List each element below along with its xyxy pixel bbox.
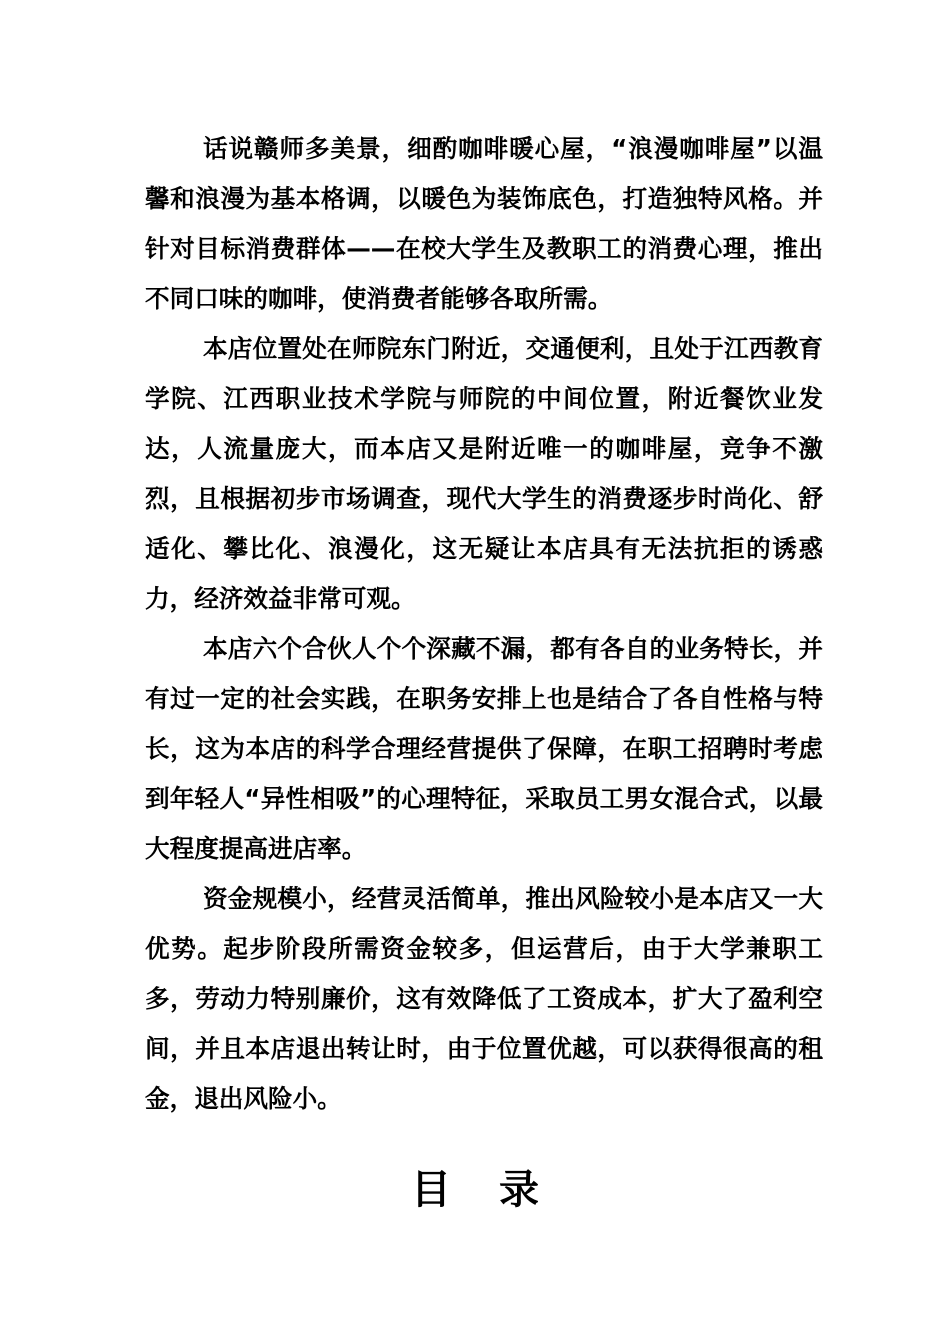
paragraph-funding: 资金规模小，经营灵活简单，推出风险较小是本店又一大优势。起步阶段所需资金较多，但运营后，由于大学兼职工多，劳动力特别廉价，这有效降低了工资成本，扩大了盈利空间，并且本店退出转让时，由于位置优越，可以获得很高的租金，退出风险小。 bbox=[145, 884, 823, 1113]
toc-title-char-1: 目 bbox=[411, 1167, 451, 1213]
document-body bbox=[145, 124, 823, 1124]
paragraph-location: 本店位置处在师院东门附近，交通便利，且处于江西教育学院、江西职业技术学院与师院的中间位置，附近餐饮业发达，人流量庞大，而本店又是附近唯一的咖啡屋，竞争不激烈，且根据初步市场调查，现代大学生的消费逐步时尚化、舒适化、攀比化、浪漫化，这无疑让本店具有无法抗拒的诱惑力，经济效益非常可观。 bbox=[145, 334, 823, 613]
paragraph-intro: 话说赣师多美景，细酌咖啡暖心屋，“浪漫咖啡屋”以温馨和浪漫为基本格调，以暖色为装饰底色，打造独特风格。并针对目标消费群体——在校大学生及教职工的消费心理，推出不同口味的咖啡，使消费者能够各取所需。 bbox=[145, 134, 823, 313]
paragraph-partners: 本店六个合伙人个个深藏不漏，都有各自的业务特长，并有过一定的社会实践，在职务安排上也是结合了各自性格与特长，这为本店的科学合理经营提供了保障，在职工招聘时考虑到年轻人“异性相吸”的心理特征，采取员工男女混合式，以最大程度提高进店率。 bbox=[145, 634, 823, 863]
toc-title-char-2: 录 bbox=[499, 1167, 539, 1213]
table-of-contents-title bbox=[0, 1162, 950, 1218]
